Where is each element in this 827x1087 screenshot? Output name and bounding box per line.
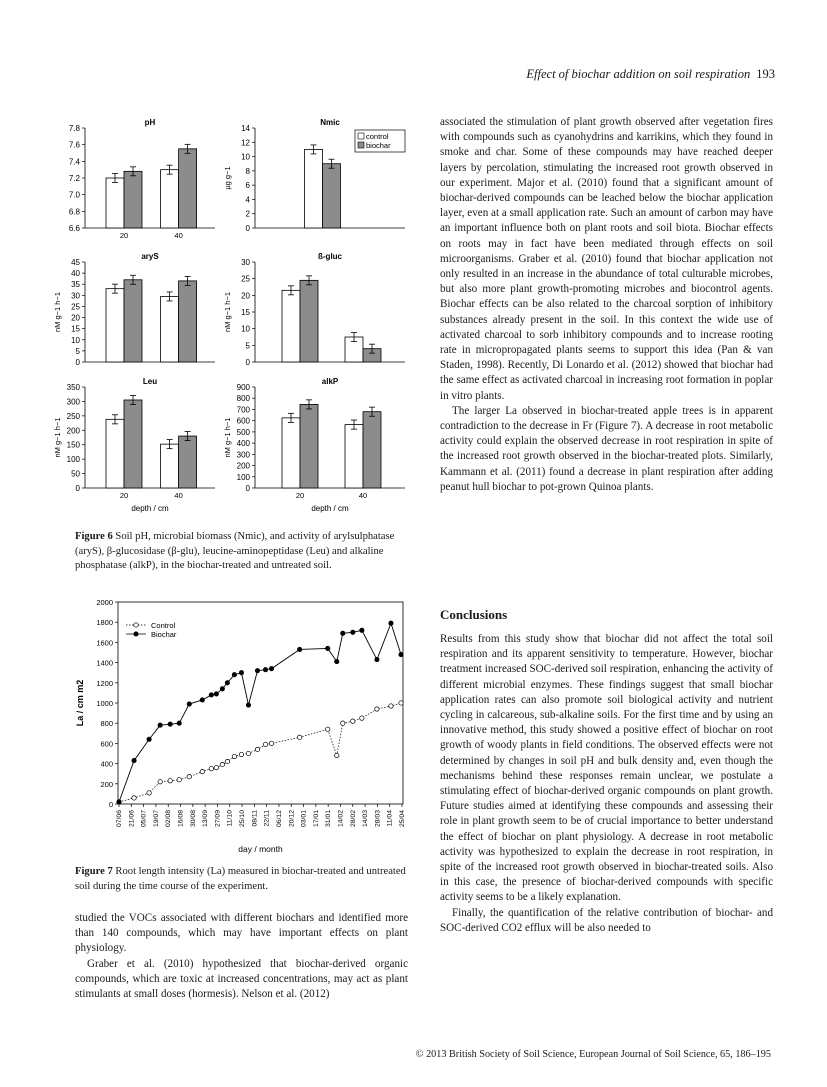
point-Biochar [351,630,355,634]
figure-6-caption-label: Figure 6 [75,531,113,542]
panel-1 [223,118,405,233]
y-tick-label: 1400 [96,658,113,668]
y-tick-label: 800 [236,394,250,404]
bar-biochar [124,400,142,488]
y-tick-label: 12 [241,138,250,148]
y-tick-label: 40 [71,269,80,279]
point-Control [375,707,379,711]
running-header [526,67,775,82]
y-axis-label: nM g−1 h−1 [53,417,62,458]
point-Biochar [117,800,121,804]
y-tick-label: 1800 [96,618,113,628]
y-tick-label: 6.6 [68,224,80,233]
legend-marker-Biochar [134,632,138,636]
bar-biochar [300,404,318,488]
bar-control [106,289,124,362]
right-paragraph-4: Finally, the quantification of the relative contribution of biochar- and SOC-derived CO2 efflux will be also needed to [440,906,773,934]
point-Control [360,716,364,720]
x-axis-label: day / month [238,844,283,854]
x-tick-label: 20 [119,491,129,500]
legend-label-biochar: biochar [366,141,391,150]
y-tick-label: 5 [245,341,250,351]
point-Control [263,742,267,746]
point-Control [335,753,339,757]
right-column-top [440,115,773,495]
panel-title: Leu [142,377,158,386]
y-axis-label: nM g−1 h−1 [53,291,62,333]
x-tick-label: 31/01 [325,810,333,828]
page-footer: © 2013 British Society of Soil Science, European Journal of Soil Science, 65, 186–195 [415,1049,771,1060]
point-Control [147,791,151,795]
y-tick-label: 0 [75,484,80,493]
x-axis-label: depth / cm [311,504,349,513]
y-tick-label: 2 [245,209,250,219]
panel-4 [53,377,215,513]
point-Control [168,779,172,783]
point-Biochar [232,673,236,677]
series-line-Biochar [119,623,401,802]
point-Biochar [246,703,250,707]
x-tick-label: 28/03 [374,810,382,828]
figure-6-caption-text: Soil pH, microbial biomass (Nmic), and activity of arylsulphatase (aryS), β-glucosidase (β-glu), leucine-aminopeptidase (Leu) and alkaline phosphatase (alkP), in the biochar-treated and untreated soil. [75,531,395,571]
y-tick-label: 250 [66,411,80,421]
point-Biochar [147,737,151,741]
legend-label-control: control [366,132,389,141]
y-tick-label: 25 [241,274,250,284]
point-Control [239,752,243,756]
bar-control [161,296,179,362]
y-axis-label: nM g−1 h−1 [223,417,232,458]
point-Control [341,721,345,725]
bar-control [161,444,179,488]
x-tick-label: 21/06 [128,810,136,828]
y-tick-label: 1200 [96,678,113,688]
point-Control [389,704,393,708]
left-paragraph-2: Graber et al. (2010) hypothesized that biochar-derived organic compounds, which are toxic at increased concentrations, may act as plant stimulants at small doses (hormesis). Nelson et al. (2012) [75,957,408,1001]
point-Control [255,747,259,751]
y-tick-label: 0 [245,224,250,233]
legend-label-Control: Control [151,621,176,630]
x-axis-label: depth / cm [131,504,169,513]
x-tick-label: 06/12 [275,810,283,828]
y-tick-label: 400 [236,439,250,449]
panel-title: alkP [321,377,339,386]
panel-title: ß-gluc [318,252,342,261]
point-Control [246,751,250,755]
point-Control [326,727,330,731]
x-tick-label: 20/12 [288,810,296,828]
bar-control [345,425,363,488]
y-tick-label: 100 [66,455,80,465]
point-Biochar [220,687,224,691]
x-tick-label: 14/02 [337,810,345,828]
bar-control [161,170,179,228]
figure-7-caption-text: Root length intensity (La) measured in biochar-treated and untreated soil during the time course of the experiment. [75,866,406,892]
y-tick-label: 7.6 [68,140,80,150]
bar-control [106,178,124,228]
point-Biochar [177,721,181,725]
point-Biochar [375,657,379,661]
panel-title: pH [144,118,156,127]
y-tick-label: 8 [245,166,250,176]
conclusions-heading: Conclusions [440,607,508,622]
point-Biochar [269,666,273,670]
running-title: Effect of biochar addition on soil respiration [526,67,751,81]
bar-control [106,419,124,488]
x-tick-label: 02/08 [165,810,173,828]
point-Control [200,769,204,773]
bar-biochar [363,412,381,488]
x-tick-label: 40 [174,491,183,500]
x-tick-label: 08/11 [251,810,259,827]
point-Biochar [200,698,204,702]
y-tick-label: 0 [245,358,250,367]
point-Biochar [132,758,136,762]
x-tick-label: 25/04 [399,810,406,828]
panel-0 [69,118,215,240]
point-Biochar [158,723,162,727]
x-tick-label: 28/02 [349,810,357,828]
y-tick-label: 150 [66,440,80,450]
point-Control [177,778,181,782]
y-axis-label: nM g−1 h−1 [223,291,232,333]
x-tick-label: 40 [358,491,368,500]
x-tick-label: 20 [295,491,305,500]
point-Control [399,701,403,705]
panel-2 [53,252,215,367]
y-tick-label: 2000 [96,598,113,607]
y-tick-label: 7.4 [68,157,80,167]
figure-6 [53,112,420,522]
bar-biochar [179,281,197,362]
y-tick-label: 10 [241,324,250,334]
x-tick-label: 27/09 [214,810,222,828]
x-tick-label: 16/08 [177,810,185,828]
y-tick-label: 200 [100,779,113,789]
point-Biochar [326,646,330,650]
y-tick-label: 35 [71,280,80,290]
y-tick-label: 0 [245,484,250,493]
y-tick-label: 6 [245,181,250,191]
point-Biochar [399,652,403,656]
y-tick-label: 30 [241,258,250,267]
point-Control [232,754,236,758]
y-tick-label: 15 [241,308,250,317]
panel-title: aryS [141,252,159,261]
y-tick-label: 10 [71,335,80,345]
point-Biochar [335,659,339,663]
figure-7-caption-label: Figure 7 [75,866,113,877]
figure-7-caption [75,865,408,894]
y-tick-label: 0 [75,358,80,367]
bar-biochar [124,171,142,228]
legend-label-Biochar: Biochar [151,630,177,639]
panel-3 [223,252,405,367]
point-Control [158,780,162,784]
x-tick-label: 13/09 [202,810,210,828]
y-tick-label: 600 [100,739,113,749]
x-tick-label: 20 [119,231,129,240]
y-tick-label: 7.2 [68,174,80,183]
point-Biochar [255,668,259,672]
bar-biochar [179,149,197,228]
x-tick-label: 03/01 [300,810,308,828]
left-column-text [75,911,408,1002]
y-tick-label: 350 [66,383,80,392]
point-Control [297,735,301,739]
point-Biochar [341,631,345,635]
point-Control [351,719,355,723]
y-axis-label: µg g−1 [223,166,232,190]
y-tick-label: 45 [71,258,80,267]
point-Control [225,759,229,763]
y-tick-label: 10 [241,152,250,162]
point-Biochar [389,621,393,625]
x-tick-label: 11/04 [386,810,394,827]
point-Biochar [168,722,172,726]
y-tick-label: 800 [100,719,113,729]
right-column-bottom [440,632,773,936]
x-tick-label: 25/10 [239,810,247,828]
x-tick-label: 22/11 [263,810,271,827]
y-tick-label: 200 [66,426,80,436]
y-tick-label: 200 [236,461,250,471]
point-Biochar [239,671,243,675]
x-tick-label: 40 [174,231,183,240]
y-tick-label: 300 [236,450,250,460]
bar-biochar [124,280,142,362]
y-tick-label: 20 [241,291,250,301]
y-tick-label: 300 [66,397,80,407]
y-tick-label: 5 [75,346,80,356]
series-line-Control [119,703,401,802]
y-tick-label: 600 [236,416,250,426]
point-Control [269,741,273,745]
y-axis-label: La / cm m2 [75,679,85,727]
point-Biochar [187,702,191,706]
bar-biochar [300,280,318,362]
point-Control [132,796,136,800]
panel-title: Nmic [320,118,340,127]
right-paragraph-2: The larger La observed in biochar-treated apple trees is in apparent contradiction to the decrease in Fr (Figure 7). A decrease in root metabolic activity could explain the observed decrease in root respiration in spite of the increased root growth observed in the biochar-treated plots. Similarly, Kammann et al. (2011) found a decrease in plant respiration after adding peanut hull biochar to pot-grown Quinoa plants. [440,404,773,493]
point-Biochar [297,647,301,651]
x-tick-label: 17/01 [312,810,320,828]
panel-5 [223,377,405,513]
x-tick-label: 14/03 [362,810,370,828]
y-tick-label: 900 [236,383,250,392]
x-tick-label: 07/06 [116,810,123,828]
point-Biochar [214,692,218,696]
y-tick-label: 7.0 [68,190,80,200]
y-tick-label: 20 [71,313,80,323]
y-tick-label: 7.8 [68,124,80,133]
legend-marker-Control [134,623,138,627]
legend-swatch-biochar [358,142,364,148]
point-Biochar [225,681,229,685]
y-tick-label: 100 [236,472,250,482]
point-Biochar [263,667,267,671]
y-tick-label: 1600 [96,638,113,648]
x-tick-label: 11/10 [226,810,234,827]
y-tick-label: 400 [100,759,113,769]
bar-control [282,290,300,362]
bar-control [305,149,323,228]
point-Biochar [209,693,213,697]
x-tick-label: 19/07 [152,810,160,828]
figure-7 [60,592,420,854]
point-Control [220,762,224,766]
y-tick-label: 4 [245,195,250,205]
bar-biochar [179,436,197,488]
y-tick-label: 15 [71,324,80,334]
right-paragraph-3: Results from this study show that biochar did not affect the total soil respiration and its apparent sensitivity to temperature. However, biochar treatment increased SOC-derived soil respiration, enhancing the activity of different microbial enzymes. These findings suggest that small biochar application rates can also promote soil biological activity and nutrient cycling in calcareous, sub-alkaline soils. For the first time and by using an innovative method, this study showed a positive effect of biochar on root growth of woody plants in field conditions. The observed effects were not determined by changes in soil pH and bulk density and, even though the mechanisms behind these responses remain unclear, we postulate a stimulating effect of biochar-derived organic compounds on plant growth. Future studies aimed at identifying these compounds and assessing their role in plant growth seem to be of crucial importance to better understand the effect of biochar on plant physiology. A decrease in root metabolic activity was hypothesized to explain the decrease in root respiration, in spite of the increased root growth observed in biochar-treated soils. Also in this case, the presence of biochar-derived compounds with specific activity seems to be a likely explanation. [440,633,773,904]
y-tick-label: 30 [71,291,80,301]
page-number: 193 [756,67,775,81]
x-tick-label: 05/07 [140,810,148,828]
point-Control [214,765,218,769]
y-tick-label: 50 [71,469,80,479]
y-tick-label: 500 [236,427,250,437]
figure-6-caption [75,530,408,574]
y-tick-label: 14 [241,124,250,133]
legend-swatch-control [358,133,364,139]
y-tick-label: 1000 [96,699,113,708]
point-Control [187,775,191,779]
point-Control [209,766,213,770]
left-paragraph-1: studied the VOCs associated with different biochars and identified more than 140 compounds, which may have important effects on plant physiology. [75,912,408,955]
bar-biochar [323,164,341,228]
y-tick-label: 700 [236,405,250,415]
y-tick-label: 25 [71,302,80,312]
point-Biochar [360,628,364,632]
y-tick-label: 0 [108,800,113,809]
bar-control [282,418,300,488]
y-tick-label: 6.8 [68,207,80,217]
right-paragraph-1: associated the stimulation of plant growth observed after vegetation fires with compounds such as cyanohydrins and karrikins, which they found in smoke and char. Some of these compounds may have reached deeper layers by percolation, stimulating the increased root growth observed in our experiment. Major et al. (2010) found that a significant amount of biochar-derived compounds can be leached below the biochar application layer, even at a small application rate. Such an amount of carbon may have an important influence both on plant roots and soil biota. Biochar effects on roots may in fact have been mediated through effects on soil microorganisms. Graber et al. (2010) found that biochar application not only resulted in an increase in the abundance of total culturable microbes, but also more plant growth-promoting microbes and biocontrol agents. Biochar effects can be also related to the charcoal sorption of inhibitory substances already present in the soil. In this context the wide use of activated charcoal to sorb inhibitory compounds and to increase rooting rate in micropropagated plants seems to support this idea (Pan & van Staden, 1998). Recently, Di Lonardo et al. (2012) showed that biochar had the same effect as activated charcoal in increasing root formation in poplar in vitro plants. [440,116,773,402]
x-tick-label: 30/08 [189,810,197,828]
